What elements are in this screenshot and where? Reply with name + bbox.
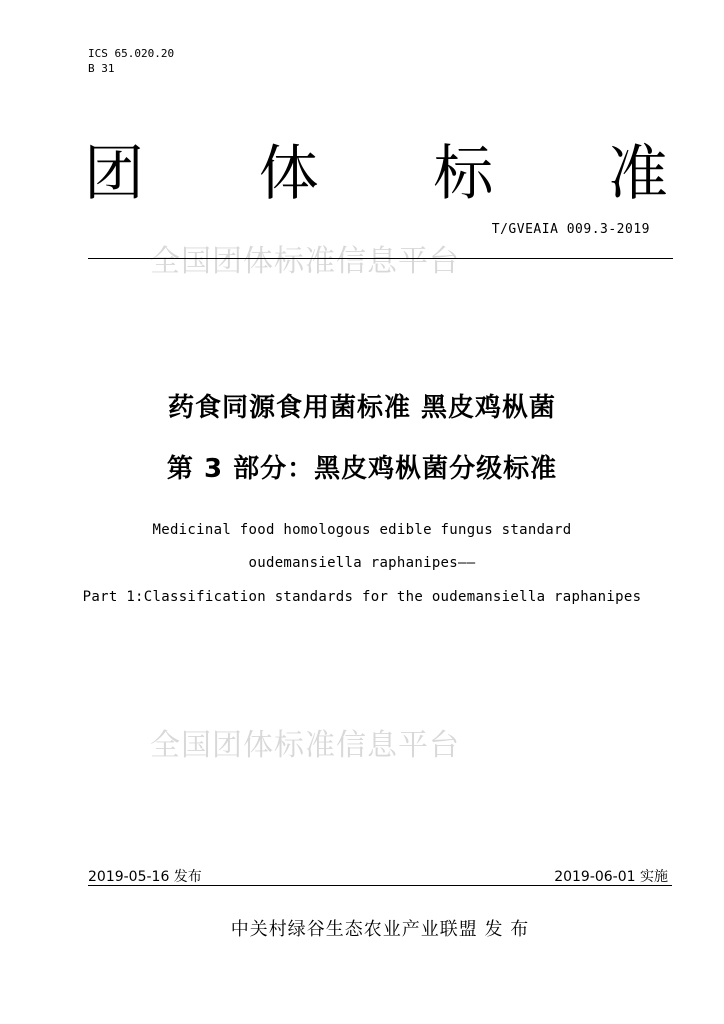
english-title-line-2: oudemansiella raphanipes—— (248, 555, 476, 571)
english-title-line-3: Part 1:Classification standards for the oudemansiella raphanipes (82, 589, 642, 605)
publisher: 中关村绿谷生态农业产业联盟 发 布 (230, 919, 530, 940)
watermark-top: 全国团体标准信息平台 (150, 244, 460, 279)
english-title-line-1: Medicinal food homologous edible fungus standard (152, 522, 572, 538)
footer-divider (88, 885, 672, 886)
title-char-3: 标 (433, 139, 494, 209)
ics-code: ICS 65.020.20 (88, 47, 175, 60)
title-char-1: 团 (84, 139, 144, 209)
ccs-code: B 31 (88, 62, 115, 75)
header-divider (88, 258, 673, 259)
title-char-4: 准 (607, 139, 668, 209)
classification-codes (88, 46, 174, 76)
standard-number: T/GVEAIA 009.3-2019 (491, 222, 650, 237)
issue-date: 2019-05-16 发布 (88, 869, 202, 885)
implementation-date: 2019-06-01 实施 (554, 869, 668, 885)
chinese-title-line-1: 药食同源食用菌标准 黑皮鸡枞菌 (167, 393, 557, 423)
chinese-title-line-2: 第 3 部分：黑皮鸡枞菌分级标准 (166, 454, 558, 484)
title-char-2: 体 (258, 139, 319, 209)
document-type-title (84, 138, 668, 210)
watermark-middle: 全国团体标准信息平台 (150, 728, 460, 763)
